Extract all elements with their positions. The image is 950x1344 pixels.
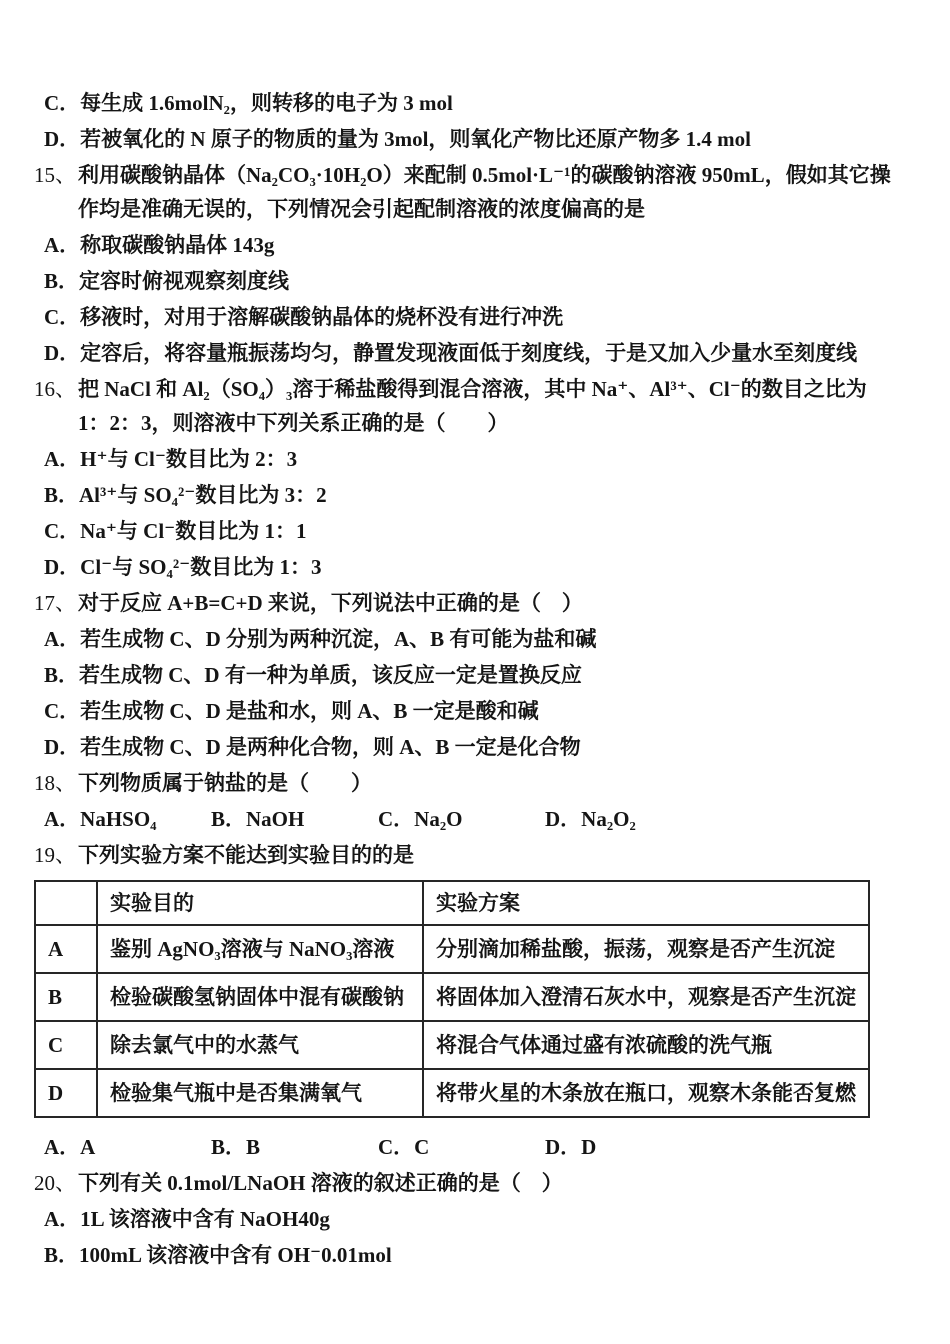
option-label: B． <box>44 663 80 687</box>
question-number: 20、 <box>34 1171 76 1195</box>
question-stem <box>34 586 902 620</box>
question-list <box>34 86 902 1272</box>
option-label: C． <box>378 807 415 831</box>
table-cell: 将固体加入澄清石灰水中，观察是否产生沉淀 <box>423 973 869 1021</box>
option-text: C <box>414 1135 430 1159</box>
option-label: C． <box>44 305 81 329</box>
answer-option <box>34 1202 902 1236</box>
table-row-label: A <box>35 925 97 973</box>
table-row <box>35 1069 869 1117</box>
answer-option <box>34 228 902 262</box>
question-text: 把 NaCl 和 Al₂（SO₄）₃溶于稀盐酸得到混合溶液，其中 Na⁺、Al³⁺、Cl⁻的数目之比为 1：2：3，则溶液中下列关系正确的是（ ） <box>78 377 867 435</box>
experiment-table <box>34 880 870 1118</box>
option-label: B． <box>44 269 80 293</box>
question-number: 17、 <box>34 591 76 615</box>
table-header-cell <box>35 881 97 925</box>
option-label: D． <box>545 807 582 831</box>
option-text: 100mL 该溶液中含有 OH⁻0.01mol <box>79 1243 392 1267</box>
question-text: 利用碳酸钠晶体（Na₂CO₃·10H₂O）来配制 0.5mol·L⁻¹的碳酸钠溶液 950mL，假如其它操作均是准确无误的，下列情况会引起配制溶液的浓度偏高的是 <box>78 163 891 221</box>
answer-options-row <box>34 1130 902 1164</box>
question-text: 下列有关 0.1mol/LNaOH 溶液的叙述正确的是（ ） <box>78 1171 563 1195</box>
answer-option <box>34 550 902 584</box>
option-text: 若生成物 C、D 是盐和水，则 A、B 一定是酸和碱 <box>80 699 539 723</box>
question-text: 下列物质属于钠盐的是（ ） <box>78 771 372 795</box>
question-stem <box>34 372 902 440</box>
question-stem <box>34 838 902 872</box>
option-text: NaOH <box>246 807 305 831</box>
option-text: Na₂O₂ <box>581 807 636 831</box>
table-row <box>35 973 869 1021</box>
answer-option <box>34 442 902 476</box>
table-header-cell: 实验目的 <box>97 881 423 925</box>
answer-option <box>34 300 902 334</box>
option-cell <box>211 802 378 836</box>
question-number: 18、 <box>34 771 76 795</box>
option-label: A． <box>44 807 81 831</box>
table-header-row <box>35 881 869 925</box>
option-text: 移液时，对用于溶解碳酸钠晶体的烧杯没有进行冲洗 <box>80 305 564 329</box>
table-cell: 鉴别 AgNO₃溶液与 NaNO₃溶液 <box>97 925 423 973</box>
option-text: 称取碳酸钠晶体 143g <box>80 233 275 257</box>
option-label: D． <box>44 127 81 151</box>
option-cell <box>211 1130 378 1164</box>
table-row-label: C <box>35 1021 97 1069</box>
table-row <box>35 925 869 973</box>
answer-options-row <box>34 802 902 836</box>
answer-option <box>34 658 902 692</box>
option-text: 每生成 1.6molN₂，则转移的电子为 3 mol <box>80 91 453 115</box>
option-text: 若生成物 C、D 分别为两种沉淀，A、B 有可能为盐和碱 <box>80 627 597 651</box>
table-cell: 检验碳酸氢钠固体中混有碳酸钠 <box>97 973 423 1021</box>
option-text: 若生成物 C、D 有一种为单质，该反应一定是置换反应 <box>79 663 582 687</box>
answer-option <box>34 264 902 298</box>
table-row-label: D <box>35 1069 97 1117</box>
question-stem <box>34 1166 902 1200</box>
option-text: D <box>581 1135 597 1159</box>
answer-option <box>34 86 902 120</box>
table-cell: 检验集气瓶中是否集满氧气 <box>97 1069 423 1117</box>
option-text: A <box>80 1135 96 1159</box>
answer-option <box>34 122 902 156</box>
table-header-cell: 实验方案 <box>423 881 869 925</box>
option-cell <box>44 1130 211 1164</box>
option-label: D． <box>44 341 81 365</box>
answer-option <box>34 622 902 656</box>
option-label: C． <box>378 1135 415 1159</box>
option-label: C． <box>44 519 81 543</box>
question-stem <box>34 158 902 226</box>
answer-option <box>34 730 902 764</box>
table-body <box>35 881 869 1117</box>
option-cell <box>44 802 211 836</box>
answer-option <box>34 514 902 548</box>
question-number: 15、 <box>34 163 76 187</box>
option-label: C． <box>44 91 81 115</box>
table-cell: 将混合气体通过盛有浓硫酸的洗气瓶 <box>423 1021 869 1069</box>
option-label: A． <box>44 233 81 257</box>
question-number: 19、 <box>34 843 76 867</box>
option-text: 定容时俯视观察刻度线 <box>79 269 290 293</box>
option-label: B． <box>211 807 247 831</box>
option-label: B． <box>211 1135 247 1159</box>
question-stem <box>34 766 902 800</box>
question-number: 16、 <box>34 377 76 401</box>
table-cell: 分别滴加稀盐酸，振荡，观察是否产生沉淀 <box>423 925 869 973</box>
option-label: D． <box>545 1135 582 1159</box>
option-text: H⁺与 Cl⁻数目比为 2：3 <box>80 447 298 471</box>
option-label: A． <box>44 627 81 651</box>
option-cell <box>545 1130 596 1164</box>
table-row <box>35 1021 869 1069</box>
option-label: A． <box>44 1207 81 1231</box>
answer-option <box>34 478 902 512</box>
option-cell <box>545 802 636 836</box>
option-text: Al³⁺与 SO₄²⁻数目比为 3：2 <box>79 483 327 507</box>
option-label: B． <box>44 1243 80 1267</box>
option-text: NaHSO₄ <box>80 807 157 831</box>
option-label: D． <box>44 735 81 759</box>
option-cell <box>378 1130 545 1164</box>
option-label: A． <box>44 447 81 471</box>
table-cell: 除去氯气中的水蒸气 <box>97 1021 423 1069</box>
option-label: A． <box>44 1135 81 1159</box>
option-text: B <box>246 1135 261 1159</box>
option-label: B． <box>44 483 80 507</box>
option-text: 1L 该溶液中含有 NaOH40g <box>80 1207 330 1231</box>
option-text: 定容后，将容量瓶振荡均匀，静置发现液面低于刻度线，于是又加入少量水至刻度线 <box>80 341 858 365</box>
question-text: 下列实验方案不能达到实验目的的是 <box>78 843 414 867</box>
table-cell: 将带火星的木条放在瓶口，观察木条能否复燃 <box>423 1069 869 1117</box>
option-text: Na⁺与 Cl⁻数目比为 1：1 <box>80 519 307 543</box>
option-text: 若被氧化的 N 原子的物质的量为 3mol，则氧化产物比还原产物多 1.4 mol <box>80 127 751 151</box>
question-text: 对于反应 A+B=C+D 来说，下列说法中正确的是（ ） <box>78 591 583 615</box>
option-text: Na₂O <box>414 807 463 831</box>
answer-option <box>34 694 902 728</box>
answer-option <box>34 336 902 370</box>
option-label: D． <box>44 555 81 579</box>
answer-option <box>34 1238 902 1272</box>
option-text: Cl⁻与 SO₄²⁻数目比为 1：3 <box>80 555 322 579</box>
option-cell <box>378 802 545 836</box>
option-label: C． <box>44 699 81 723</box>
option-text: 若生成物 C、D 是两种化合物，则 A、B 一定是化合物 <box>80 735 581 759</box>
table-row-label: B <box>35 973 97 1021</box>
